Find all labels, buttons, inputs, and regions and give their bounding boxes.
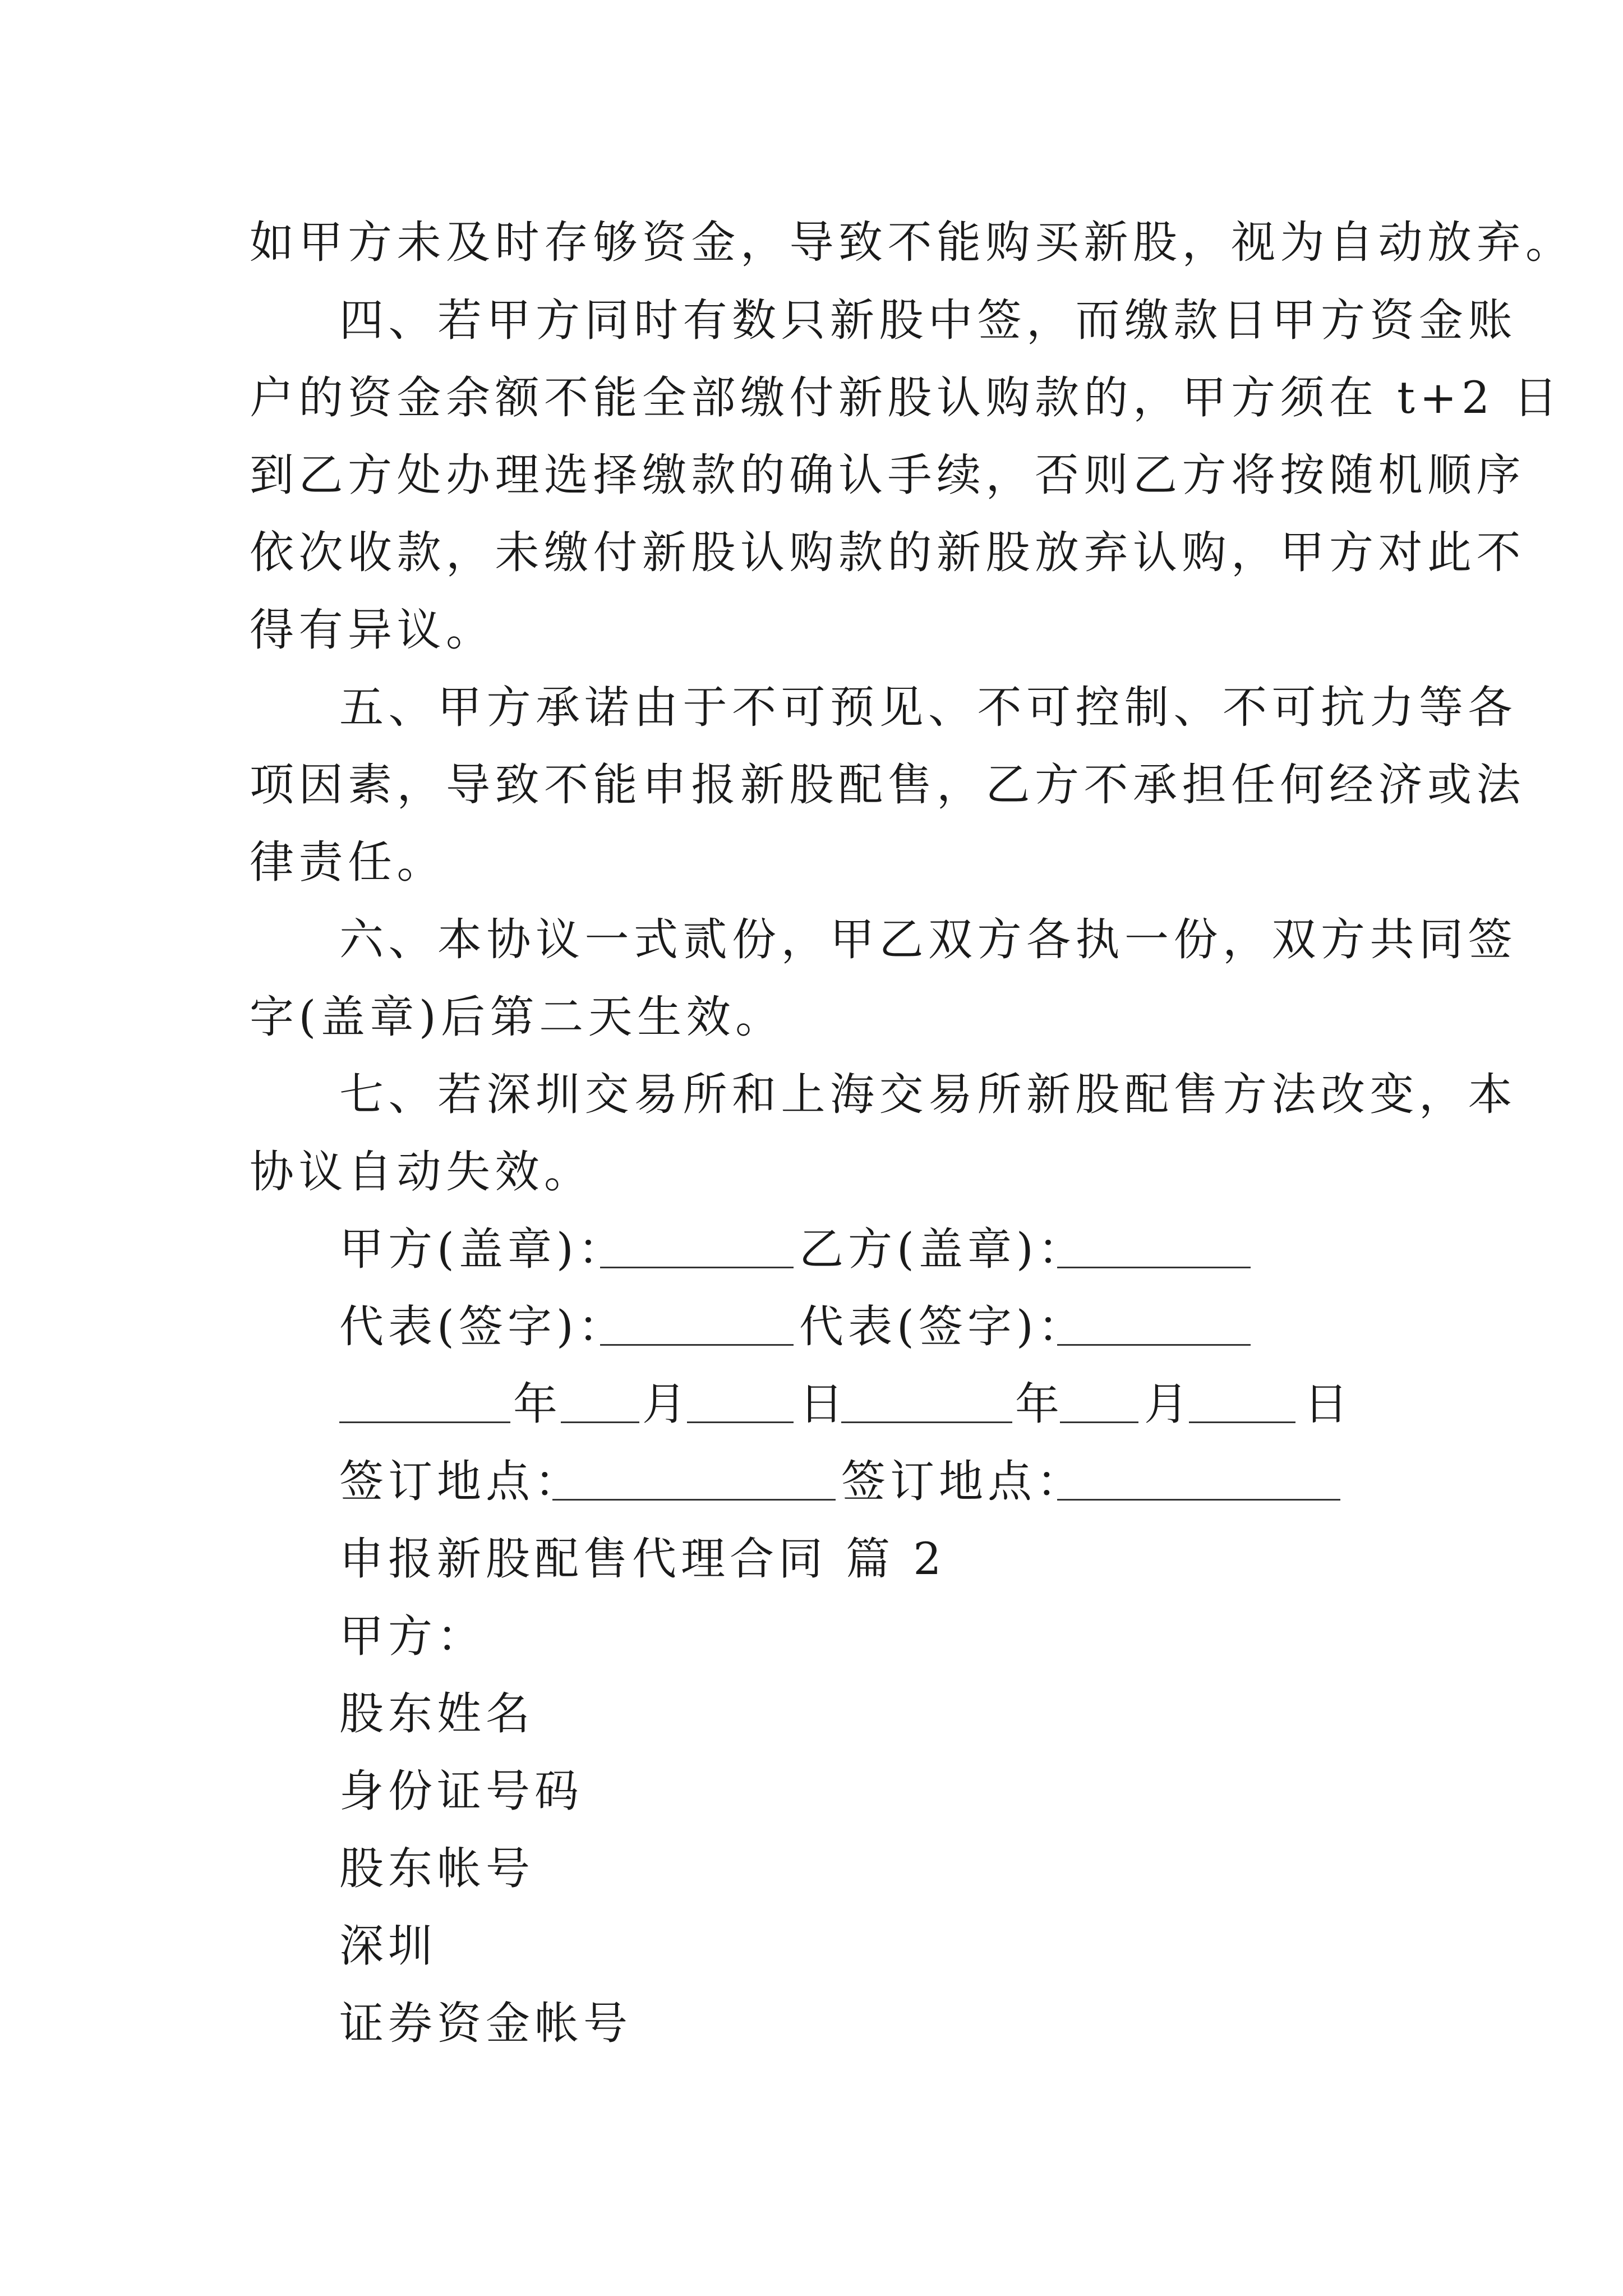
place-b-blank xyxy=(1057,1499,1340,1501)
paragraph-line: 依次收款，未缴付新股认购款的新股放弃认购，甲方对此不 xyxy=(250,527,1525,578)
day-a-label: 日 xyxy=(799,1378,848,1430)
clause-7-line: 七、若深圳交易所和上海交易所新股配售方法改变，本 xyxy=(339,1069,1517,1120)
place-a-label: 签订地点： xyxy=(339,1456,583,1507)
party-a-seal-blank xyxy=(600,1267,794,1268)
month-a-blank xyxy=(561,1421,639,1423)
shareholder-name-label: 股东姓名 xyxy=(339,1688,534,1740)
year-a-label: 年 xyxy=(513,1378,562,1430)
paragraph-line: 户的资金余额不能全部缴付新股认购款的，甲方须在 t+2 日 xyxy=(250,372,1562,424)
shenzhen-label: 深圳 xyxy=(339,1920,437,1972)
year-a-blank xyxy=(339,1421,510,1423)
rep-a-label: 代表(签字)： xyxy=(339,1301,627,1352)
year-b-label: 年 xyxy=(1015,1378,1064,1430)
place-b-label: 签订地点： xyxy=(841,1456,1085,1507)
id-number-label: 身份证号码 xyxy=(339,1765,583,1817)
clause-6-line: 六、本协议一式贰份，甲乙双方各执一份，双方共同签 xyxy=(339,914,1517,965)
month-b-blank xyxy=(1060,1421,1138,1423)
paragraph-line: 项因素，导致不能申报新股配售，乙方不承担任何经济或法 xyxy=(250,759,1525,811)
paragraph-line: 如甲方未及时存够资金，导致不能购买新股，视为自动放弃。 xyxy=(250,217,1575,268)
month-b-label: 月 xyxy=(1144,1378,1193,1430)
party-a-heading: 甲方： xyxy=(339,1611,486,1662)
paragraph-line: 字(盖章)后第二天生效。 xyxy=(250,991,785,1043)
day-a-blank xyxy=(687,1421,794,1423)
clause-4-line: 四、若甲方同时有数只新股中签，而缴款日甲方资金账 xyxy=(339,295,1517,346)
day-b-blank xyxy=(1189,1421,1295,1423)
party-b-seal-blank xyxy=(1057,1267,1251,1268)
rep-b-label: 代表(签字)： xyxy=(799,1301,1087,1352)
place-a-blank xyxy=(552,1499,836,1501)
clause-5-line: 五、甲方承诺由于不可预见、不可控制、不可抗力等各 xyxy=(339,682,1517,733)
paragraph-line: 律责任。 xyxy=(250,836,446,888)
day-b-label: 日 xyxy=(1304,1378,1353,1430)
party-b-seal-label: 乙方(盖章)： xyxy=(799,1223,1087,1275)
rep-b-blank xyxy=(1057,1344,1251,1346)
paragraph-line: 协议自动失效。 xyxy=(250,1146,593,1198)
rep-a-blank xyxy=(600,1344,794,1346)
month-a-label: 月 xyxy=(642,1378,691,1430)
paragraph-line: 到乙方处办理选择缴款的确认手续，否则乙方将按随机顺序 xyxy=(250,449,1525,501)
year-b-blank xyxy=(841,1421,1012,1423)
fund-account-label: 证券资金帐号 xyxy=(339,1998,632,2049)
paragraph-line: 得有异议。 xyxy=(250,604,495,656)
section-2-title: 申报新股配售代理合同 篇 2 xyxy=(339,1533,946,1585)
shareholder-account-label: 股东帐号 xyxy=(339,1843,534,1894)
party-a-seal-label: 甲方(盖章)： xyxy=(339,1223,627,1275)
